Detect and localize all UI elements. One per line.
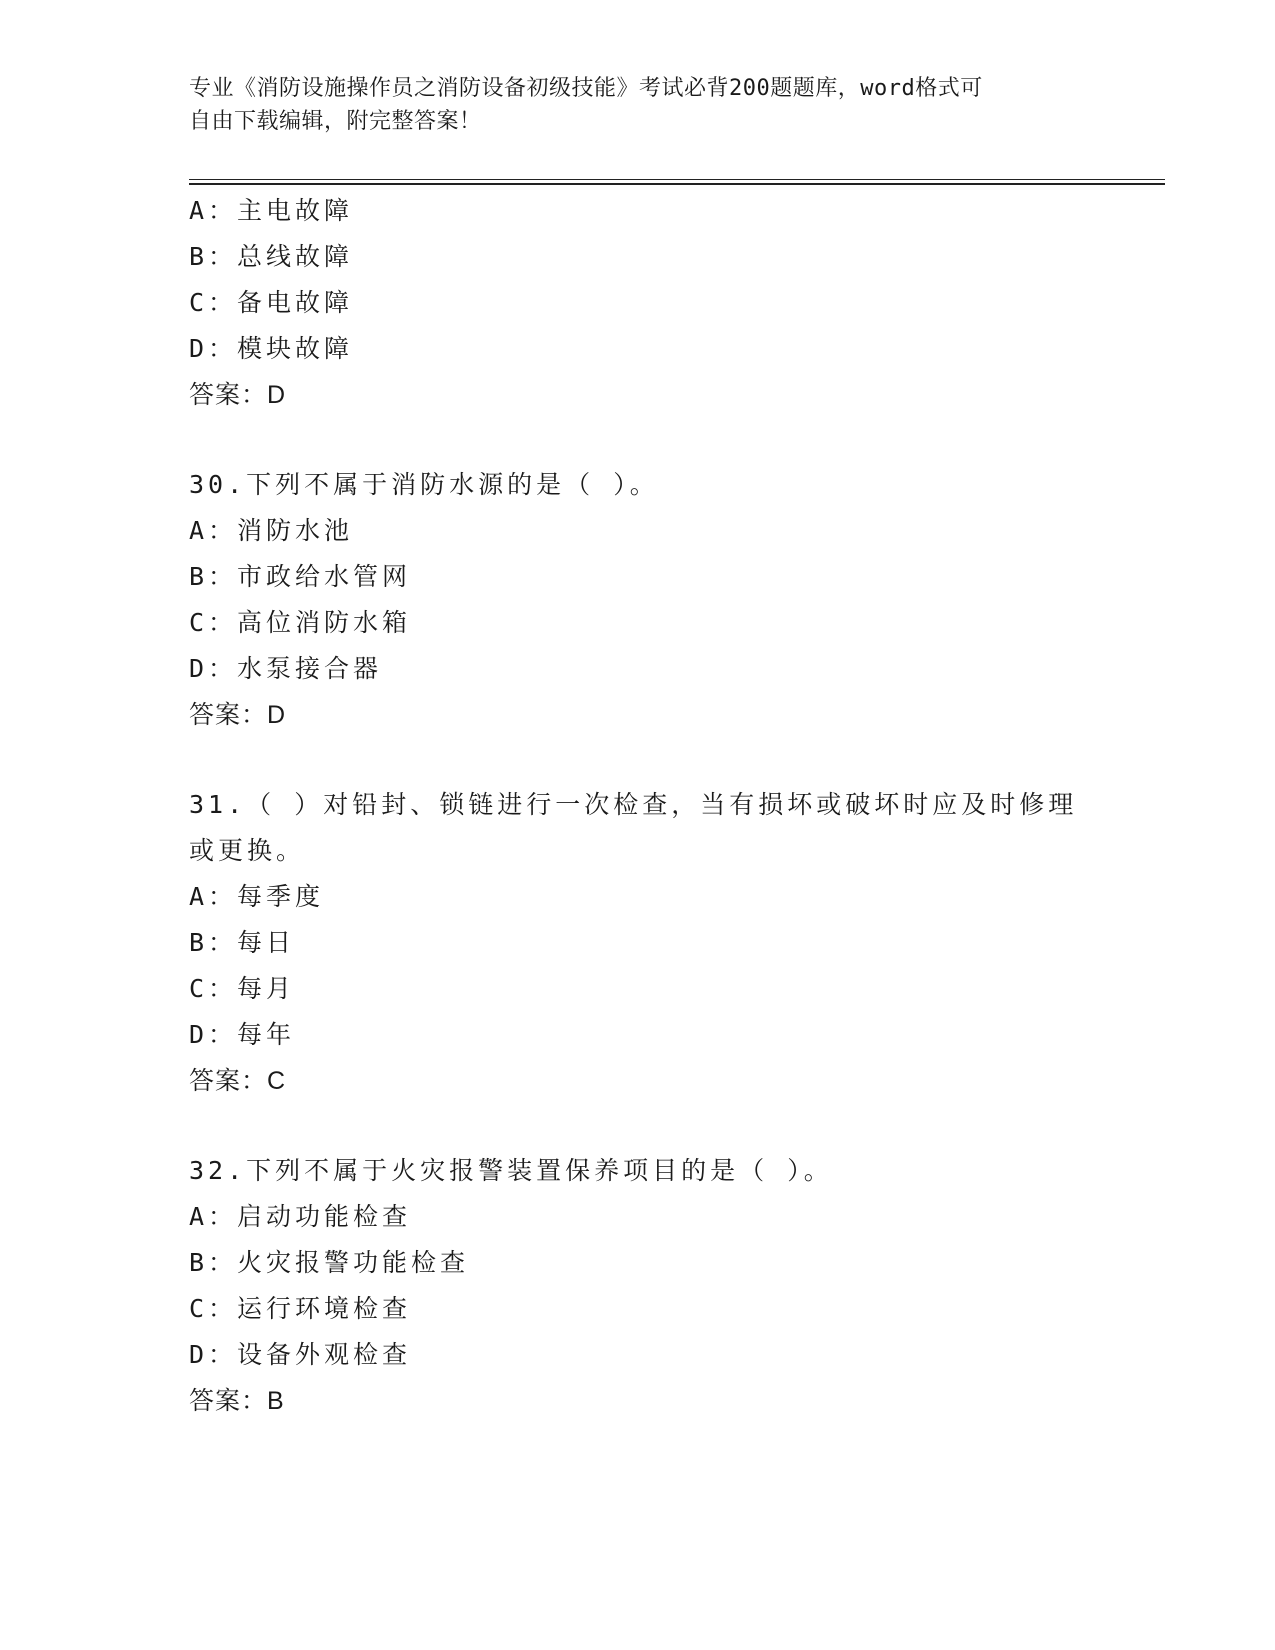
- answer: 答案：C: [189, 1067, 287, 1095]
- header-line-2: 自由下载编辑，附完整答案！: [189, 109, 482, 134]
- option-b: B：火灾报警功能检查: [189, 1248, 470, 1277]
- option-c: C：备电故障: [189, 288, 354, 317]
- option-b: B：每日: [189, 928, 296, 957]
- option-a: A：消防水池: [189, 516, 354, 545]
- header-line-1: 专业《消防设施操作员之消防设备初级技能》考试必背200题题库，word格式可: [189, 76, 983, 101]
- option-c: C：高位消防水箱: [189, 608, 412, 637]
- header-rule-thin: [189, 179, 1165, 180]
- answer: 答案：B: [189, 1387, 285, 1415]
- option-d: D：每年: [189, 1020, 296, 1049]
- option-d: D：模块故障: [189, 334, 354, 363]
- question-list: [189, 188, 1089, 1424]
- option-c: C：每月: [189, 974, 296, 1003]
- question-29: [189, 188, 1089, 418]
- option-a: A：每季度: [189, 882, 325, 911]
- spacer: [189, 418, 1089, 462]
- document-header: [189, 72, 1089, 138]
- question-32: [189, 1148, 1089, 1424]
- spacer: [189, 1104, 1089, 1148]
- answer: 答案：D: [189, 701, 287, 729]
- option-d: D：设备外观检查: [189, 1340, 412, 1369]
- option-a: A：启动功能检查: [189, 1202, 412, 1231]
- option-b: B：市政给水管网: [189, 562, 412, 591]
- option-d: D：水泵接合器: [189, 654, 383, 683]
- question-stem: 32.下列不属于火灾报警装置保养项目的是（ ）。: [189, 1156, 833, 1185]
- question-stem: 30.下列不属于消防水源的是（ ）。: [189, 470, 659, 499]
- question-stem-line-2: 或更换。: [189, 836, 306, 865]
- question-30: [189, 462, 1089, 738]
- header-rule-thick: [189, 183, 1165, 185]
- question-stem-line-1: 31.（ ）对铅封、锁链进行一次检查，当有损坏或破坏时应及时修理: [189, 790, 1078, 819]
- answer: 答案：D: [189, 381, 287, 409]
- question-31: [189, 782, 1089, 1104]
- option-b: B：总线故障: [189, 242, 354, 271]
- spacer: [189, 738, 1089, 782]
- option-a: A：主电故障: [189, 196, 354, 225]
- option-c: C：运行环境检查: [189, 1294, 412, 1323]
